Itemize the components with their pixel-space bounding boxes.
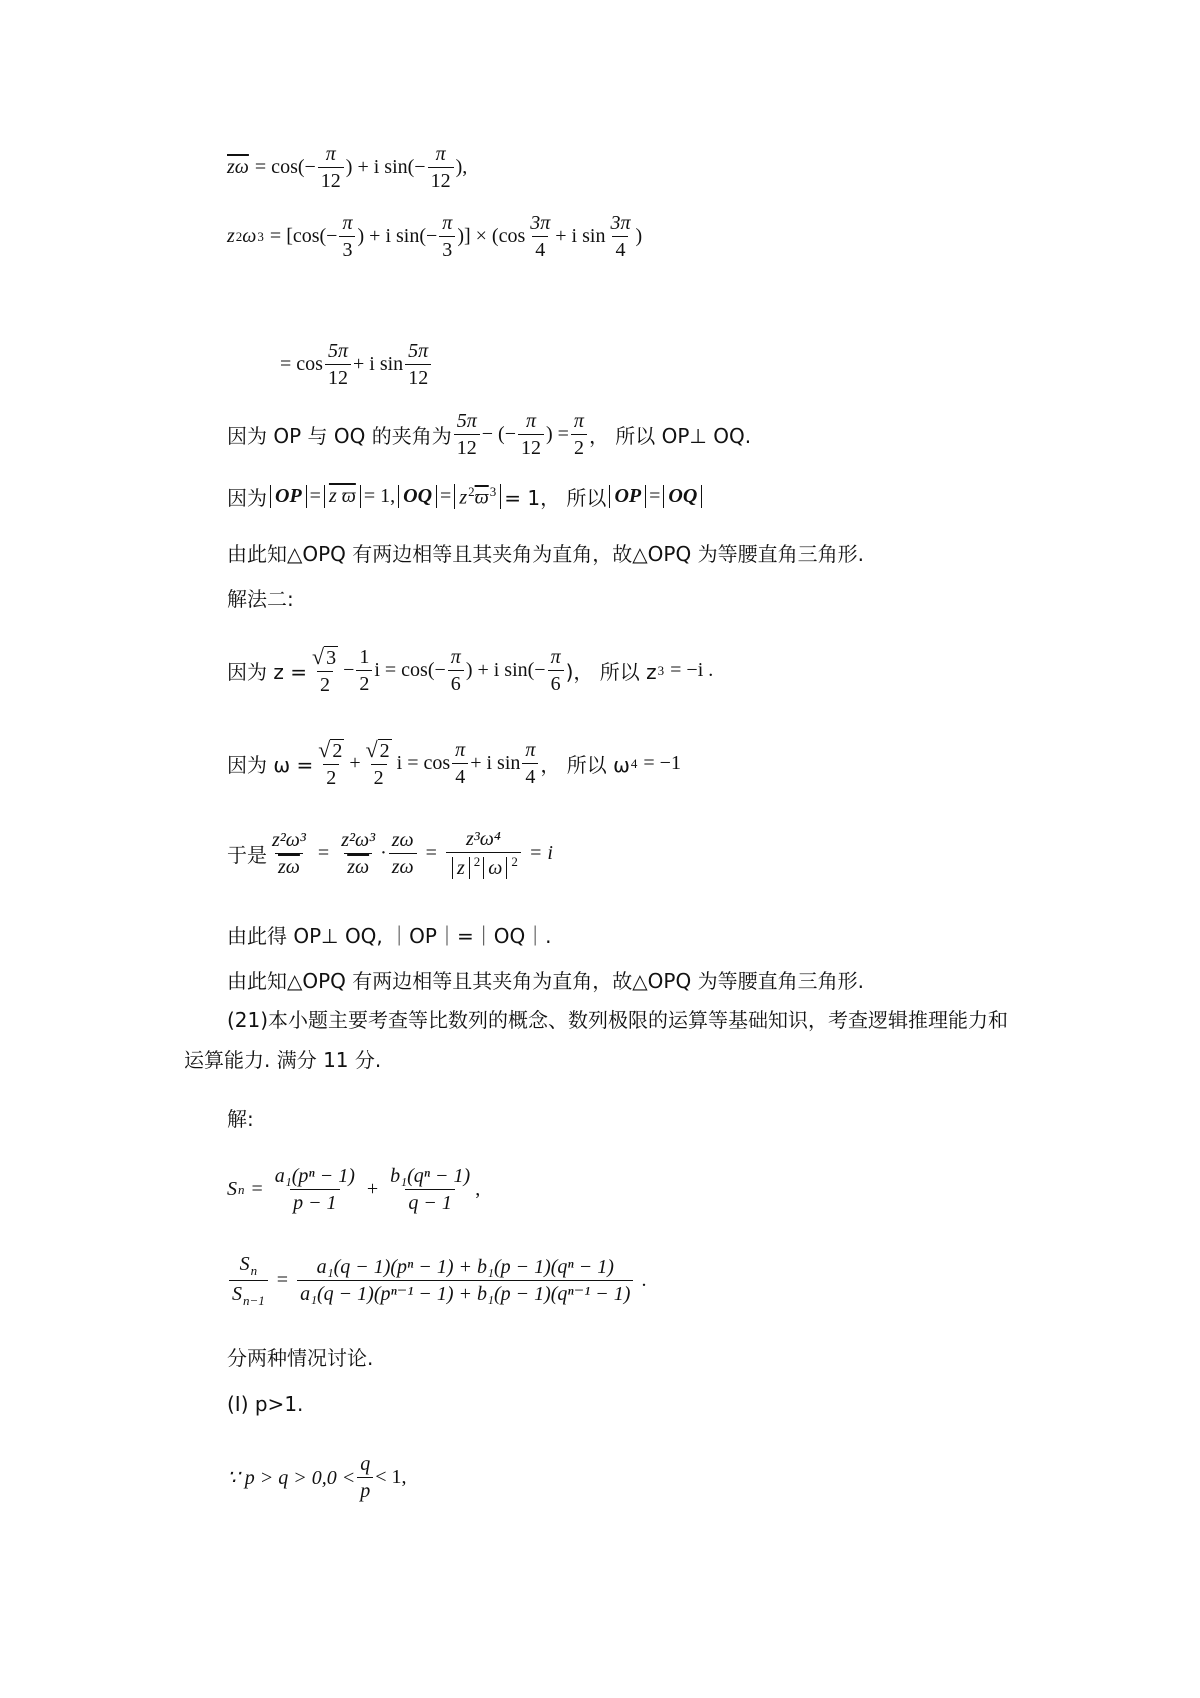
case-split: 分两种情况讨论.	[227, 1346, 374, 1370]
angle-statement: 因为 OP 与 OQ 的夹角为 $\frac{5\pi}{12}$ − (− $\frac{\pi}{12}$ ) = $\frac{\pi}{2}$ ， 所以 OP⊥ OQ.	[227, 410, 752, 459]
conclusion-perp: 由此得 OP⊥ OQ, ｜OP｜=｜OQ｜.	[227, 924, 552, 948]
conj-zw: $\overline{z\omega}$	[227, 156, 249, 178]
conclusion-1: 由此知△OPQ 有两边相等且其夹角为直角，故△OPQ 为等腰直角三角形.	[227, 542, 864, 566]
problem-21-intro: (21)本小题主要考查等比数列的概念、数列极限的运算等基础知识，考查逻辑推理能力和运算能力. 满分 11 分.	[184, 1008, 1009, 1072]
conclusion-2: 由此知△OPQ 有两边相等且其夹角为直角，故△OPQ 为等腰直角三角形.	[227, 969, 864, 993]
equation-Sn-ratio: $\frac{S_n}{S_{n-1}}$ = $\frac{\text{a₁(q − 1)(pⁿ − 1) + b₁(p − 1)(qⁿ − 1)}}{\text{a₁(q − 1)(pⁿ⁻¹ − 1) + b₁(p − 1)(qⁿ⁻¹ − 1)}}$ .	[227, 1253, 646, 1309]
equation-omega: 因为 ω = √ 2 2 + √ 2 2 i = cos $\frac{\pi}{4}$ + i sin $\frac{\pi}{4}$ ， 所以 ω 4 = −1	[227, 737, 681, 790]
case-one: (Ⅰ) p>1.	[227, 1392, 304, 1416]
equation-Sn: S n = $\frac{\text{a₁(pⁿ − 1)}}{p - 1}$ + $\frac{\text{b₁(qⁿ − 1)}}{q - 1}$ ,	[227, 1165, 481, 1214]
modulus-statement: 因为 OP = z ϖ = 1, OQ = $z^2\overline{ϖ}^3$ = 1， 所以 OP = OQ	[227, 482, 705, 511]
equation-result: = cos $\frac{5\pi}{12}$ + i sin $\frac{5\pi}{12}$	[280, 340, 433, 389]
solution-label: 解:	[227, 1107, 254, 1131]
inequality: ∵ p > q > 0,0 < $\frac{q}{p}$ < 1,	[227, 1453, 407, 1502]
equation-z2w3: z 2 ω 3 = [cos(− $\frac{\pi}{3}$ ) + i sin(− $\frac{\pi}{3}$ )] × (cos $\frac{3\pi}{4}$ + i sin $\frac{3\pi}{4}$ )	[227, 212, 643, 261]
equation-z: 因为 z = √ 3 2 − $\frac{1}{2}$ i = cos(− $\frac{\pi}{6}$ ) + i sin(− $\frac{\pi}{6}$ )， 所以 z 3 = −i .	[227, 644, 714, 697]
equation-ratio: 于是 $\frac{\text{z²ω³}}{z\omega}$ = $\frac{\text{z²ω³}}{z\omega}$ · $\frac{z\omega}{z\omega}$ = $\frac{\text{z³ω⁴}}{z ^2 \omega ^2}$ = i	[227, 828, 553, 879]
method-two-heading: 解法二:	[227, 587, 294, 611]
equation-conj-zw: $\overline{z\omega}$ = cos(− $\frac{\pi}{12}$ ) + i sin(− $\frac{\pi}{12}$ ),	[227, 143, 468, 192]
